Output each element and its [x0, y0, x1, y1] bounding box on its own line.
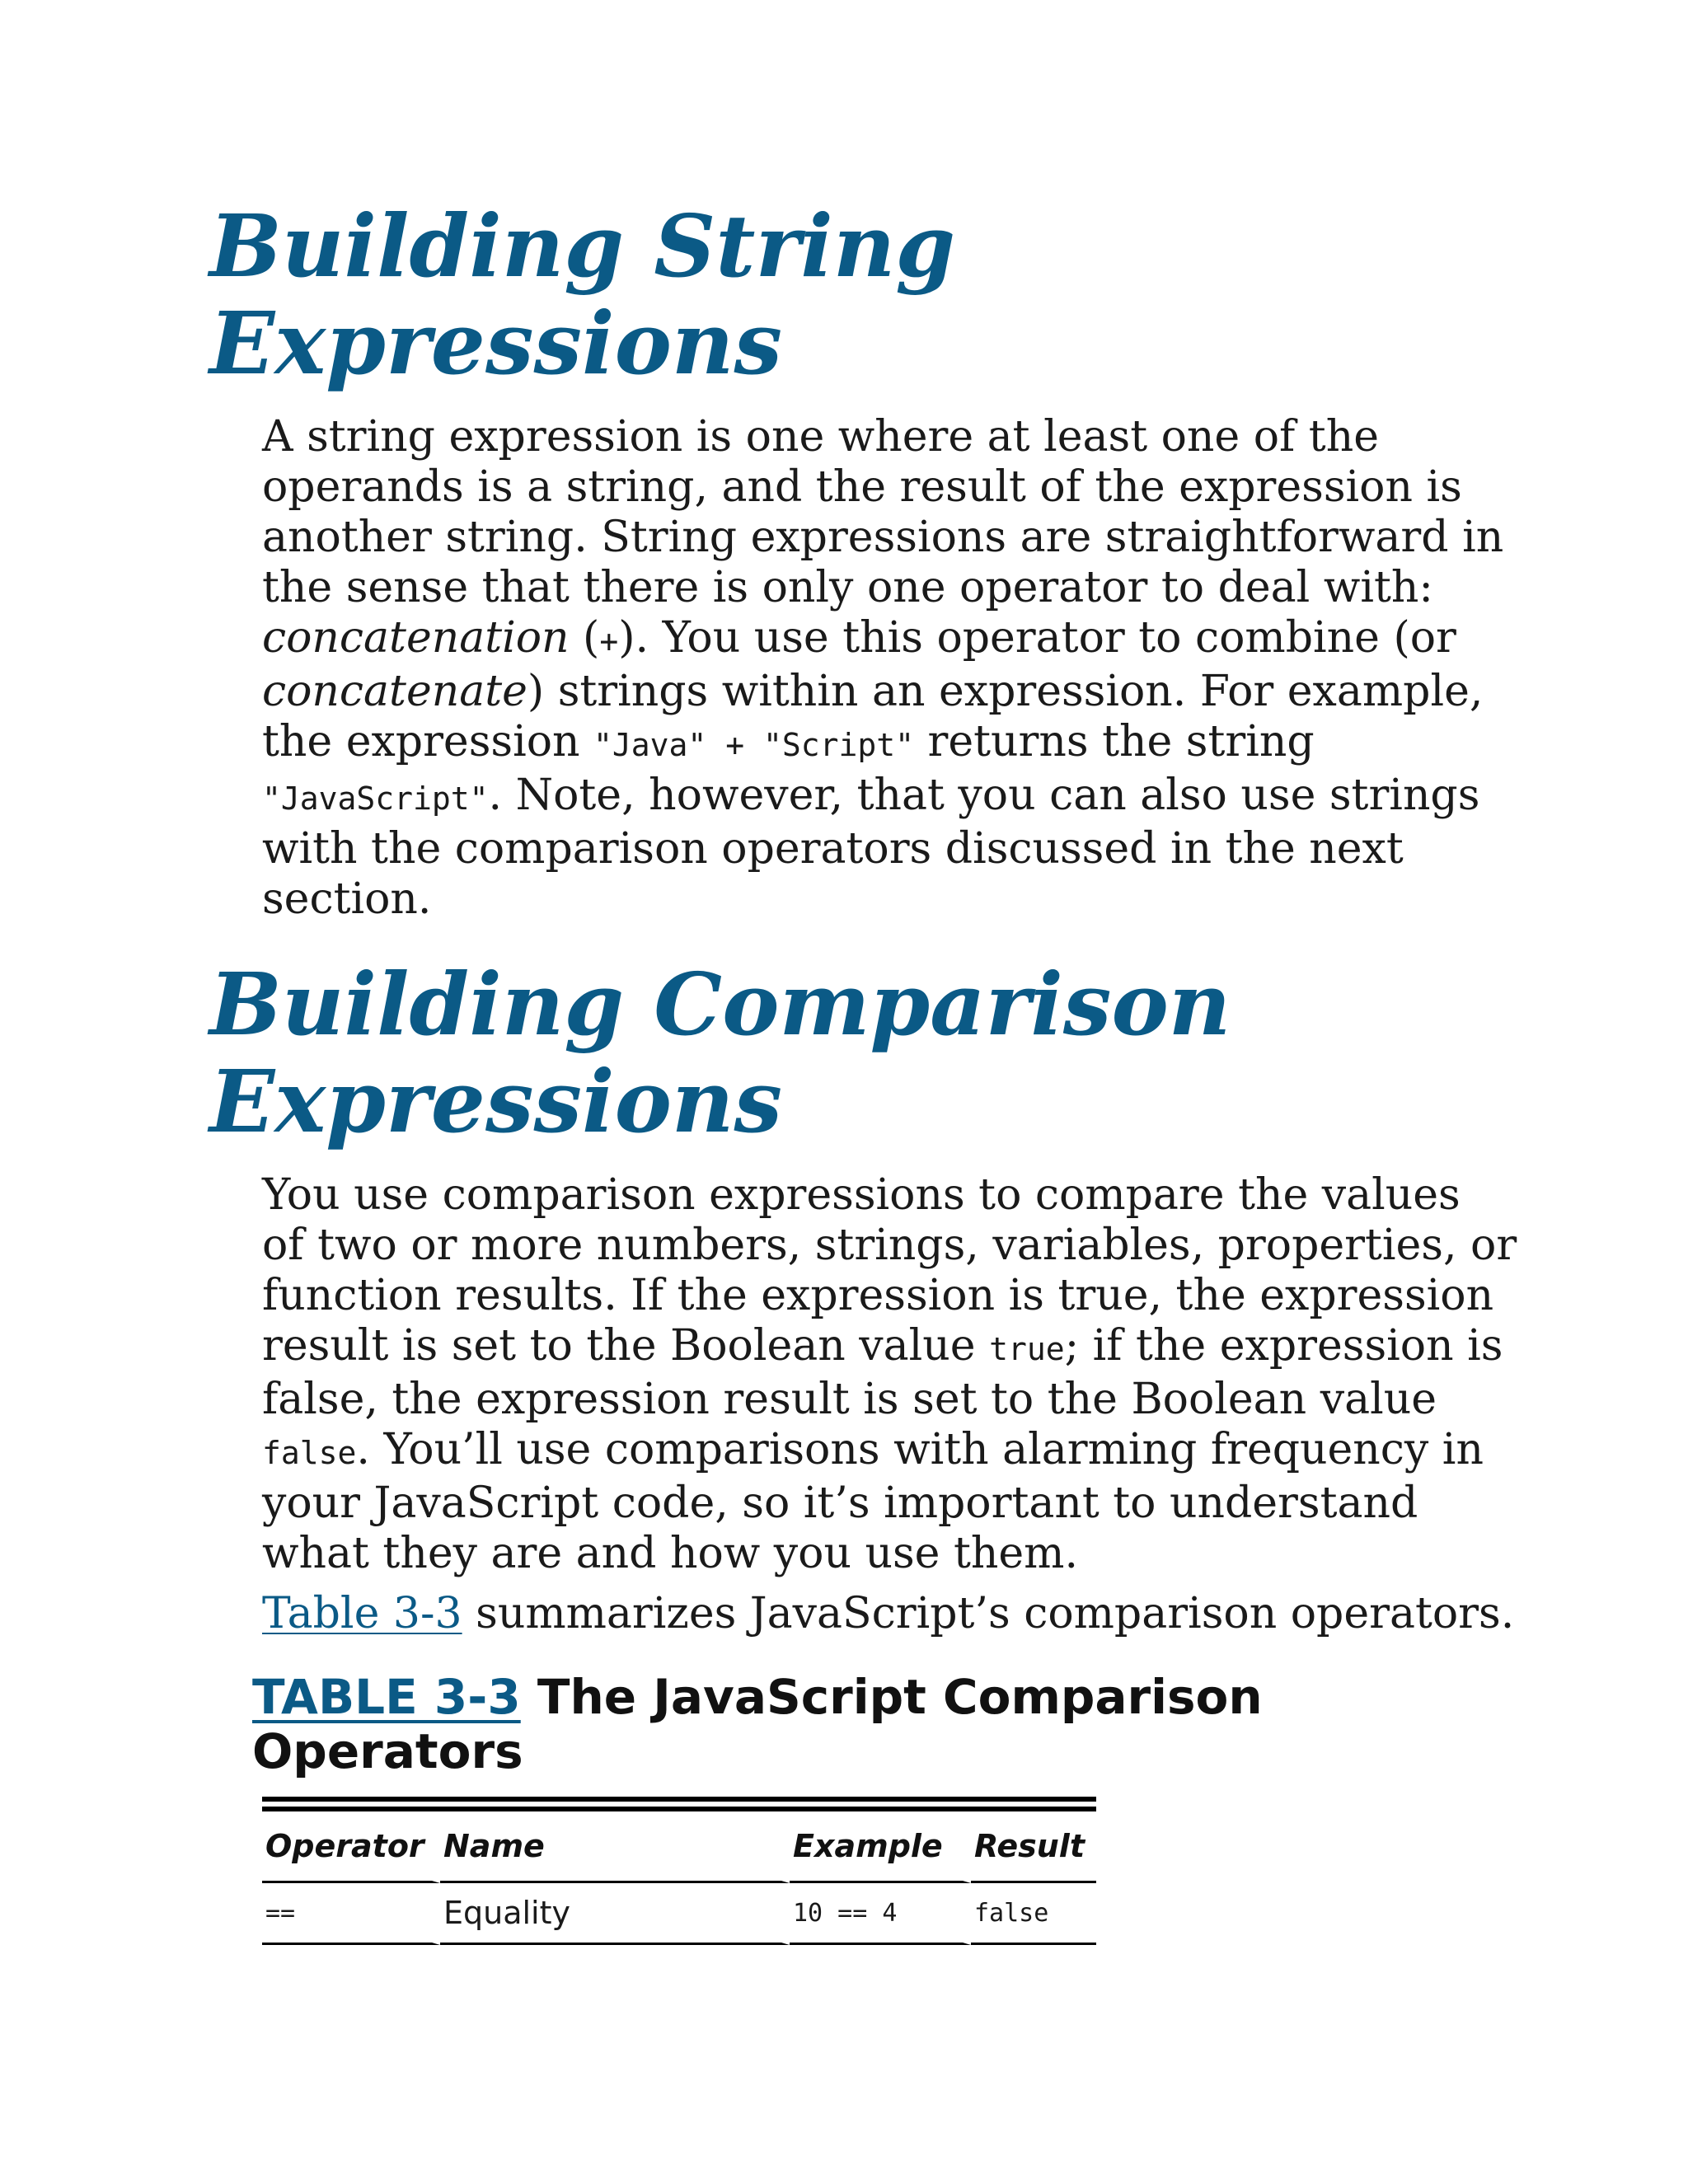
- heading-line: Expressions: [209, 293, 783, 394]
- table-label-link[interactable]: TABLE 3-3: [252, 1669, 521, 1725]
- text-line: [262, 771, 1482, 824]
- header-result: Result: [971, 1811, 1096, 1883]
- text-line: what they are and how you use them.: [262, 1529, 1078, 1578]
- text-line: [262, 717, 1482, 771]
- text-fragment: the expression: [262, 717, 594, 766]
- caption-line: [252, 1670, 1263, 1724]
- header-operator: Operator: [262, 1811, 440, 1883]
- code-false: false: [262, 1435, 357, 1471]
- text-line: [262, 1321, 1503, 1375]
- cell-example: 10 == 4: [790, 1883, 971, 1945]
- text-line: function results. If the expression is true, the expression: [262, 1271, 1494, 1320]
- text-fragment: returns the string: [913, 717, 1315, 766]
- heading-line: Building String: [209, 195, 956, 297]
- cell-result: false: [971, 1883, 1096, 1945]
- caption-text: The JavaScript Comparison: [520, 1669, 1263, 1725]
- code-javascript-string: "JavaScript": [262, 780, 489, 817]
- text-line: operands is a string, and the result of the expression is: [262, 462, 1462, 512]
- code-plus-operator: +: [599, 623, 619, 659]
- text-line: another string. String expressions are straightforward in: [262, 513, 1504, 562]
- text-line: [262, 613, 1482, 667]
- comparison-operators-table: [262, 1797, 1096, 1945]
- heading-line: Expressions: [209, 1051, 783, 1152]
- table-header-row: [262, 1811, 1096, 1883]
- heading-line: Building Comparison: [209, 954, 1231, 1055]
- text-line: of two or more numbers, strings, variables, properties, or: [262, 1221, 1517, 1270]
- text-line: [262, 1425, 1482, 1479]
- string-expressions-paragraph: [262, 412, 1504, 925]
- operators-table: [262, 1811, 1096, 1945]
- text-fragment: . You’ll use comparisons with alarming frequency in: [356, 1425, 1484, 1474]
- table-caption: [252, 1670, 1263, 1779]
- text-line: false, the expression result is set to the Boolean value: [262, 1375, 1437, 1424]
- text-fragment: (: [569, 613, 600, 663]
- text-line: You use comparison expressions to compare the values: [262, 1170, 1461, 1220]
- text-fragment: ). You use this operator to combine (or: [618, 613, 1456, 663]
- text-fragment: result is set to the Boolean value: [262, 1321, 990, 1371]
- text-fragment: ; if the expression is: [1064, 1321, 1503, 1371]
- table-3-3-link[interactable]: Table 3-3: [262, 1589, 462, 1638]
- text-fragment: . Note, however, that you can also use strings: [488, 771, 1480, 820]
- text-line: A string expression is one where at least one of the: [262, 412, 1379, 462]
- text-fragment: summarizes JavaScript’s comparison operators.: [462, 1589, 1515, 1638]
- comparison-expressions-paragraph: [262, 1170, 1517, 1579]
- heading-building-string-expressions: [209, 195, 956, 394]
- header-example: Example: [790, 1811, 971, 1883]
- text-fragment: ) strings within an expression. For example,: [527, 667, 1484, 716]
- text-line: with the comparison operators discussed in the next: [262, 824, 1404, 874]
- text-line: [262, 1589, 1515, 1639]
- header-name: Name: [440, 1811, 790, 1883]
- cell-operator: ==: [262, 1883, 440, 1945]
- table-top-rule: [262, 1797, 1096, 1802]
- code-java-script-expression: "Java" + "Script": [593, 727, 914, 763]
- caption-line: Operators: [252, 1723, 523, 1779]
- code-true: true: [989, 1331, 1065, 1367]
- cell-name: Equality: [440, 1883, 790, 1945]
- table-row: [262, 1883, 1096, 1945]
- table-reference-paragraph: [262, 1589, 1515, 1639]
- heading-building-comparison-expressions: [209, 956, 1231, 1151]
- text-line: the sense that there is only one operator to deal with:: [262, 563, 1433, 612]
- text-line: section.: [262, 874, 432, 924]
- term-concatenate: concatenate: [262, 667, 528, 716]
- text-line: your JavaScript code, so it’s important to understand: [262, 1479, 1418, 1528]
- term-concatenation: concatenation: [262, 613, 570, 663]
- text-line: [262, 667, 1482, 717]
